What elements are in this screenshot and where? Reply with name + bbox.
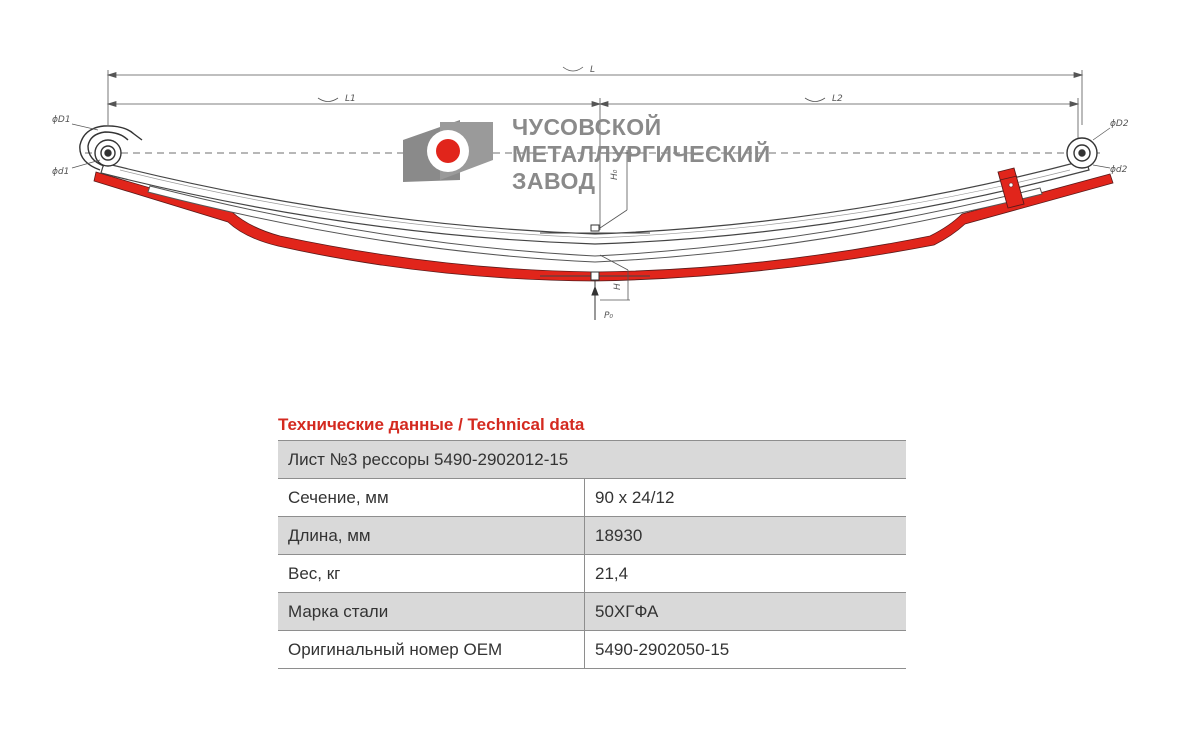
dimension-label-L: L: [590, 65, 596, 75]
spec-label: Марка стали: [278, 593, 585, 631]
red-spring-leaf: [94, 172, 1113, 281]
table-row: [278, 517, 906, 555]
leaf-spring-drawing: [0, 0, 1200, 340]
table-row: [278, 631, 906, 669]
dimension-label-P0: P₀: [604, 311, 614, 321]
table-row: [278, 593, 906, 631]
logo-line-1: ЧУСОВСКОЙ: [512, 114, 662, 140]
dimension-label-phi-d2: ϕd2: [1110, 165, 1128, 175]
spec-value: 18930: [585, 517, 907, 555]
spec-value: 90 х 24/12: [585, 479, 907, 517]
spec-value: 5490-2902050-15: [585, 631, 907, 669]
spec-value: 50ХГФА: [585, 593, 907, 631]
spec-value: 21,4: [585, 555, 907, 593]
dimension-label-phi-D2: ϕD2: [1110, 119, 1129, 129]
spec-table: [278, 440, 906, 669]
spec-table-header-row: [278, 441, 906, 479]
dimension-label-H: H: [613, 283, 623, 290]
spec-label: Вес, кг: [278, 555, 585, 593]
dimension-label-phi-D1: ϕD1: [52, 115, 71, 125]
table-row: [278, 555, 906, 593]
factory-logo: [403, 113, 771, 194]
spec-label: Оригинальный номер OEM: [278, 631, 585, 669]
middle-spring-leaf: [148, 186, 1042, 262]
dimension-label-L1: L1: [345, 94, 356, 104]
dimension-label-H0: H₀: [610, 169, 620, 180]
dimension-label-phi-d1: ϕd1: [52, 167, 70, 177]
table-row: [278, 479, 906, 517]
right-spring-eye: [1067, 138, 1097, 168]
spec-label: Длина, мм: [278, 517, 585, 555]
dimension-label-L2: L2: [832, 94, 843, 104]
logo-line-2: МЕТАЛЛУРГИЧЕСКИЙ: [512, 141, 771, 167]
technical-data-title: Технические данные / Technical data: [278, 415, 585, 434]
spec-table-header: Лист №3 рессоры 5490-2902012-15: [278, 441, 906, 479]
technical-data-section: [278, 410, 906, 669]
factory-logo-icon: [403, 120, 493, 182]
logo-line-3: ЗАВОД: [512, 168, 596, 194]
spec-label: Сечение, мм: [278, 479, 585, 517]
